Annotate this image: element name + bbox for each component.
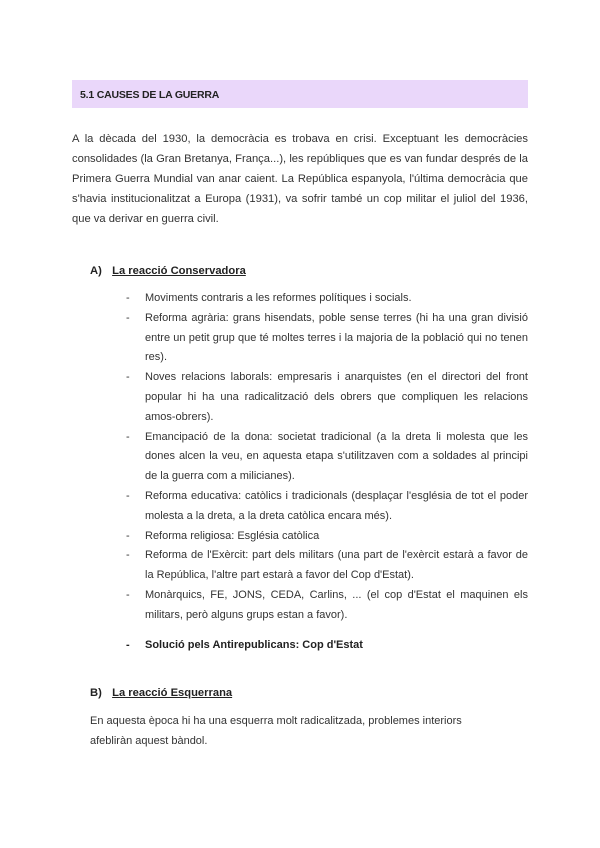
bullet-dash: - [126, 529, 130, 542]
list-item [126, 527, 528, 547]
list-item-text: Reforma de l'Exèrcit: part dels militars (una part de l'exèrcit estarà a favor de la República, l'altre part estarà a favor del Cop d'Estat). [145, 549, 528, 582]
section-b-heading [90, 683, 232, 703]
list-item-text: Monàrquics, FE, JONS, CEDA, Carlins, ... (el cop d'Estat el maquinen els militars, però alguns grups estan a favor). [145, 588, 528, 621]
list-item [126, 546, 528, 586]
list-item-text: Noves relacions laborals: empresaris i anarquistes (en el directori del front popular hi ha una radicalització dels obrers que compliquen les relacions amos-obrers). [145, 371, 528, 423]
section-b-title: La reacció Esquerrana [112, 687, 233, 699]
list-item-text: Reforma agrària: grans hisendats, poble sense terres (hi ha una gran divisió entre un petit grup que té moltes terres i la majoria de la població qui no tenen res). [145, 311, 528, 364]
section-a-title: La reacció Conservadora [112, 265, 246, 277]
bullet-dash: - [126, 311, 130, 324]
list-item-text: Reforma educativa: catòlics i tradicionals (desplaçar l'església de tot el poder molesta a la dreta, a la dreta catòlica encara més). [145, 489, 528, 522]
list-item [126, 309, 528, 368]
intro-paragraph: A la dècada del 1930, la democràcia es trobava en crisi. Exceptuant les democràcies consolidades (la Gran Bretanya, França...), les repúbliques que es van fundar després de la Primera Guerra Mundial van anar caient. La República espanyola, l'última democràcia que s'havia institucionalitzat a Europa (1931), va sofrir també un cop militar el juliol del 1936, que va derivar en guerra civil. [72, 133, 528, 225]
bullet-dash: - [126, 638, 130, 651]
conclusion-item [126, 636, 528, 656]
section-heading-text: 5.1 CAUSES DE LA GUERRA [80, 89, 220, 101]
bullet-dash: - [126, 292, 130, 304]
bullet-dash: - [126, 549, 130, 562]
list-item [126, 289, 528, 309]
bullet-dash: - [126, 371, 130, 384]
section-heading [72, 80, 528, 108]
list-item-text: Moviments contraris a les reformes polítiques i socials. [145, 292, 412, 304]
list-item-text: Reforma religiosa: Església catòlica [145, 529, 320, 542]
list-item [126, 428, 528, 487]
section-a-heading [90, 261, 246, 281]
section-b-paragraph: En aquesta època hi ha una esquerra molt radicalitzada, problemes interiors afebliràn aquest bàndol. [90, 715, 462, 747]
bullet-dash: - [126, 430, 130, 443]
conclusion-text: Solució pels Antirepublicans: Cop d'Estat [145, 638, 363, 651]
bullet-dash: - [126, 489, 130, 502]
list-item-text: Emancipació de la dona: societat tradicional (a la dreta li molesta que les dones alcen la veu, en aquesta etapa s'utilitzaven com a soldades al principi de la guerra com a milicianes). [145, 430, 528, 483]
bullet-dash: - [126, 588, 130, 601]
list-item [126, 368, 528, 427]
list-item [126, 586, 528, 626]
list-item [126, 487, 528, 527]
section-a-list [126, 289, 528, 655]
section-a-label: A) [90, 265, 102, 277]
section-b-label: B) [90, 687, 102, 699]
